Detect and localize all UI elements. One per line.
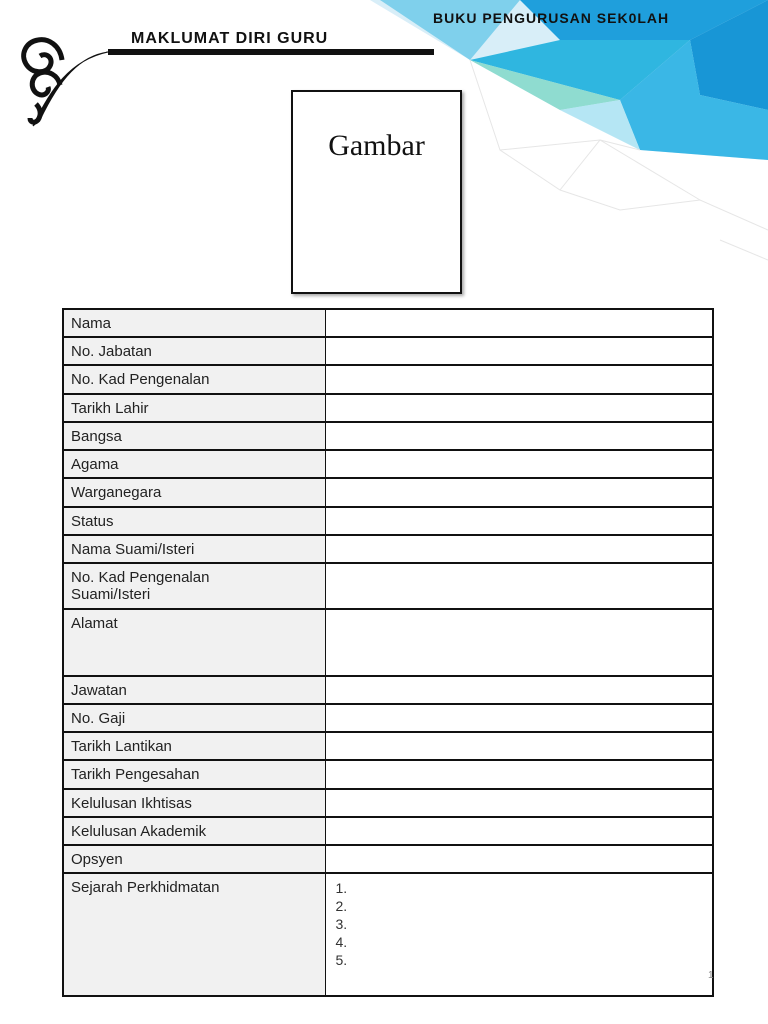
field-sejarah-perkhidmatan[interactable] xyxy=(325,873,713,996)
table-row xyxy=(63,535,713,563)
field-tarikh-pengesahan[interactable] xyxy=(325,760,713,789)
label-no-jabatan: No. Jabatan xyxy=(63,337,325,365)
page-title: MAKLUMAT DIRI GURU xyxy=(131,30,329,47)
label-no-gaji: No. Gaji xyxy=(63,704,325,732)
table-row xyxy=(63,789,713,817)
table-row xyxy=(63,309,713,337)
table-row xyxy=(63,676,713,704)
label-agama: Agama xyxy=(63,450,325,478)
service-history-list xyxy=(336,879,706,969)
table-row xyxy=(63,365,713,394)
school-book-title: BUKU PENGURUSAN SEK0LAH xyxy=(433,10,670,26)
table-row xyxy=(63,609,713,676)
field-agama[interactable] xyxy=(325,450,713,478)
label-warganegara: Warganegara xyxy=(63,478,325,507)
field-alamat[interactable] xyxy=(325,609,713,676)
label-opsyen: Opsyen xyxy=(63,845,325,873)
field-kelulusan-akademik[interactable] xyxy=(325,817,713,845)
label-jawatan: Jawatan xyxy=(63,676,325,704)
list-item: 2. xyxy=(335,898,348,914)
teacher-info-table xyxy=(62,308,714,997)
field-tarikh-lahir[interactable] xyxy=(325,394,713,422)
table-row xyxy=(63,873,713,996)
label-nama-suami-isteri: Nama Suami/Isteri xyxy=(63,535,325,563)
table-row xyxy=(63,563,713,609)
field-nama-suami-isteri[interactable] xyxy=(325,535,713,563)
table-row xyxy=(63,422,713,450)
table-row xyxy=(63,760,713,789)
table-row xyxy=(63,337,713,365)
label-nama: Nama xyxy=(63,309,325,337)
field-no-jabatan[interactable] xyxy=(325,337,713,365)
label-no-kad-pengenalan: No. Kad Pengenalan xyxy=(63,365,325,394)
photo-placeholder[interactable] xyxy=(291,90,462,294)
label-kelulusan-ikhtisas: Kelulusan Ikhtisas xyxy=(63,789,325,817)
field-jawatan[interactable] xyxy=(325,676,713,704)
label-sejarah-perkhidmatan: Sejarah Perkhidmatan xyxy=(63,873,325,996)
field-bangsa[interactable] xyxy=(325,422,713,450)
list-item: 5. xyxy=(335,952,348,968)
table-row xyxy=(63,507,713,535)
list-item: 4. xyxy=(335,934,348,950)
field-status[interactable] xyxy=(325,507,713,535)
field-no-kad-pengenalan[interactable] xyxy=(325,365,713,394)
photo-label: Gambar xyxy=(328,128,425,162)
list-item: 3. xyxy=(335,916,348,932)
label-tarikh-lahir: Tarikh Lahir xyxy=(63,394,325,422)
table-row xyxy=(63,817,713,845)
label-kelulusan-akademik: Kelulusan Akademik xyxy=(63,817,325,845)
label-tarikh-pengesahan: Tarikh Pengesahan xyxy=(63,760,325,789)
field-no-kp-suami-isteri[interactable] xyxy=(325,563,713,609)
page-number: 1 xyxy=(708,970,714,981)
table-row xyxy=(63,450,713,478)
field-no-gaji[interactable] xyxy=(325,704,713,732)
table-row xyxy=(63,704,713,732)
label-status: Status xyxy=(63,507,325,535)
table-row xyxy=(63,478,713,507)
table-row xyxy=(63,394,713,422)
label-alamat: Alamat xyxy=(63,609,325,676)
label-tarikh-lantikan: Tarikh Lantikan xyxy=(63,732,325,760)
field-nama[interactable] xyxy=(325,309,713,337)
table-row xyxy=(63,732,713,760)
table-row xyxy=(63,845,713,873)
label-bangsa: Bangsa xyxy=(63,422,325,450)
label-no-kp-suami-isteri: No. Kad Pengenalan Suami/Isteri xyxy=(63,563,325,609)
list-item: 1. xyxy=(335,880,348,896)
field-opsyen[interactable] xyxy=(325,845,713,873)
field-warganegara[interactable] xyxy=(325,478,713,507)
field-kelulusan-ikhtisas[interactable] xyxy=(325,789,713,817)
field-tarikh-lantikan[interactable] xyxy=(325,732,713,760)
